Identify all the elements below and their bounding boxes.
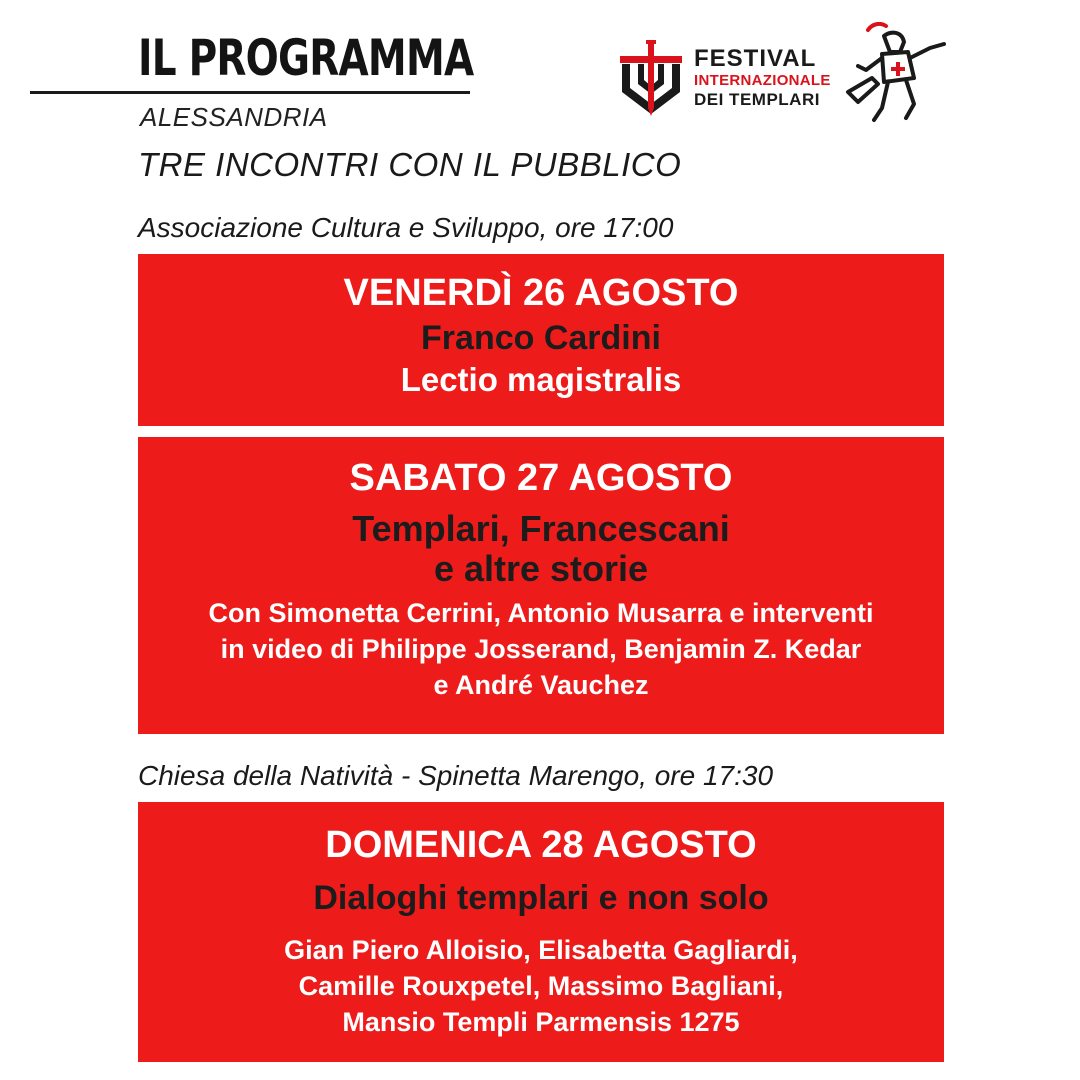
logo-line-2: INTERNAZIONALE — [694, 72, 831, 89]
festival-logo-text — [694, 46, 831, 110]
event-title-line-1: Templari, Francescani — [352, 508, 730, 549]
event-card-venerdi — [138, 254, 944, 426]
knight-guitarist-icon — [844, 22, 954, 130]
event-title: Dialoghi templari e non solo — [313, 879, 769, 917]
event-date: VENERDÌ 26 AGOSTO — [343, 272, 739, 314]
page-title: IL PROGRAMMA — [138, 29, 474, 87]
event-speaker: Franco Cardini — [421, 319, 661, 357]
event-title: Lectio magistralis — [400, 361, 682, 398]
event-speakers-line-2: in video di Philippe Josserand, Benjamin Z. Kedar — [220, 634, 862, 664]
event-card-domenica — [138, 802, 944, 1062]
event-speakers-line-1: Con Simonetta Cerrini, Antonio Musarra e interventi — [208, 598, 874, 628]
logo-line-1: FESTIVAL — [694, 45, 817, 72]
venue-label: Chiesa della Natività - Spinetta Marengo, ore 17:30 — [138, 760, 774, 791]
event-date: SABATO 27 AGOSTO — [349, 457, 733, 499]
event-speakers-line-3: Mansio Templi Parmensis 1275 — [342, 1007, 740, 1037]
page-subtitle: TRE INCONTRI CON IL PUBBLICO — [138, 146, 682, 183]
event-date: DOMENICA 28 AGOSTO — [325, 824, 757, 866]
logo-line-3: DEI TEMPLARI — [694, 90, 820, 109]
venue-label: Associazione Cultura e Sviluppo, ore 17:00 — [138, 212, 674, 243]
event-title-line-2: e altre storie — [433, 548, 649, 589]
templar-shield-sword-icon — [618, 40, 684, 120]
event-speakers-line-2: Camille Rouxpetel, Massimo Bagliani, — [298, 971, 784, 1001]
city-label: ALESSANDRIA — [140, 102, 328, 132]
event-card-sabato — [138, 437, 944, 734]
event-speakers-line-3: e André Vauchez — [433, 670, 649, 700]
event-speakers-line-1: Gian Piero Alloisio, Elisabetta Gagliardi, — [284, 935, 798, 965]
title-underline — [30, 91, 470, 94]
festival-logo — [618, 22, 958, 132]
